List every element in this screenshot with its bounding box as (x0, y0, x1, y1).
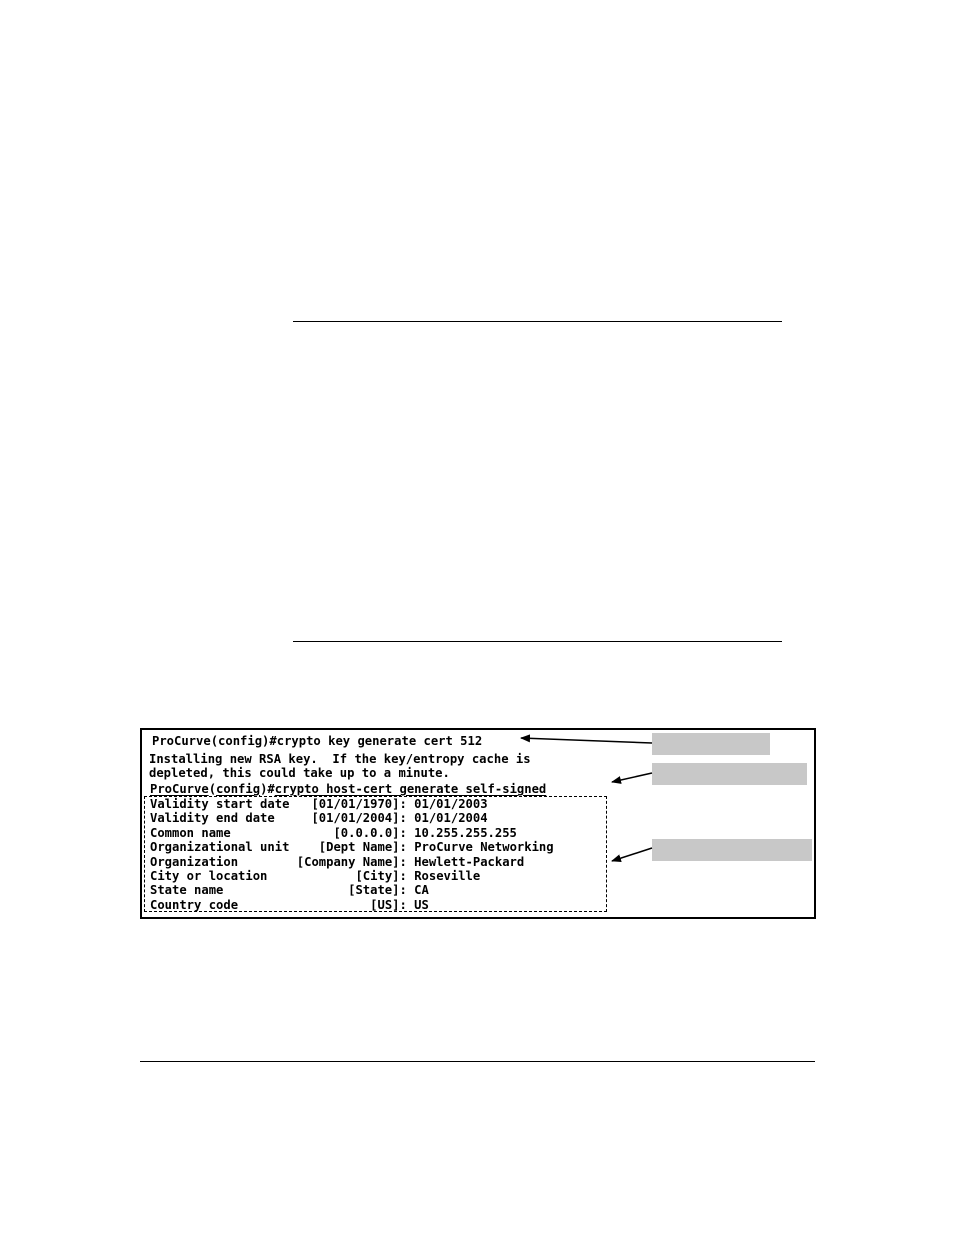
cmd1-prompt: ProCurve(config)# (152, 734, 277, 748)
field-spacer (267, 869, 355, 883)
cmd2-prompt-hash: # (267, 782, 275, 796)
certificate-field-row (150, 811, 554, 825)
certificate-field-row (150, 869, 554, 883)
cmd2-prompt-device: ProCurve (150, 782, 209, 796)
cmd2-prompt-context-close: ) (260, 782, 268, 796)
field-default: [Dept Name]: (318, 840, 407, 855)
field-default: [Company Name]: (296, 854, 407, 869)
certificate-fields (150, 797, 554, 912)
field-value: 01/01/2003 (414, 797, 488, 811)
cmd2-prompt-context-open: ( (208, 782, 217, 796)
command-output (149, 752, 531, 780)
field-default: [US]: (370, 897, 407, 912)
field-value: US (414, 897, 429, 912)
field-spacer (231, 826, 334, 840)
certificate-field-row (150, 883, 554, 897)
field-spacer (238, 898, 370, 912)
output-line: depleted, this could take up to a minute. (149, 766, 450, 780)
field-label: Validity start date (150, 797, 290, 811)
output-line: Installing new RSA key. If the key/entropy cache is (149, 752, 531, 766)
field-label: Organizational unit (150, 840, 290, 855)
middle-rule (293, 641, 782, 642)
terminal-screen (140, 728, 816, 919)
field-label: Country code (150, 897, 239, 912)
callout-box-prompts (652, 839, 812, 861)
field-value: CA (414, 883, 429, 898)
callout-box-key-generate (652, 733, 770, 755)
field-default: [City]: (355, 868, 407, 883)
field-label: City or location (150, 868, 268, 883)
field-spacer (289, 797, 311, 811)
field-value: Hewlett-Packard (414, 854, 525, 869)
field-value: 01/01/2004 (414, 811, 488, 826)
certificate-field-row (150, 898, 554, 912)
field-spacer (275, 811, 312, 825)
field-label: Organization (150, 854, 239, 869)
field-label: Common name (150, 825, 231, 840)
field-value: 10.255.255.255 (414, 825, 517, 840)
cmd2-command: crypto host-cert generate self-signed (274, 782, 547, 796)
field-default: [0.0.0.0]: (333, 825, 407, 840)
field-value: ProCurve Networking (414, 840, 554, 855)
certificate-field-row (150, 840, 554, 854)
field-default: [01/01/2004]: (311, 811, 407, 826)
command-line-key-generate (152, 734, 482, 748)
command-line-host-cert (150, 782, 546, 796)
field-default: [State]: (348, 883, 407, 898)
top-rule (293, 321, 782, 322)
field-spacer (223, 883, 348, 897)
field-spacer (289, 840, 318, 854)
field-spacer (238, 855, 297, 869)
certificate-field-row (150, 797, 554, 811)
field-label: State name (150, 883, 224, 898)
field-default: [01/01/1970]: (311, 797, 407, 811)
cmd2-prompt-context: config (216, 782, 261, 796)
cmd1-command: crypto key generate cert 512 (276, 734, 483, 748)
callout-box-host-cert (652, 763, 807, 785)
field-label: Validity end date (150, 811, 275, 826)
footer-rule (140, 1061, 815, 1062)
field-value: Roseville (414, 868, 481, 883)
certificate-field-row (150, 855, 554, 869)
certificate-field-row (150, 826, 554, 840)
